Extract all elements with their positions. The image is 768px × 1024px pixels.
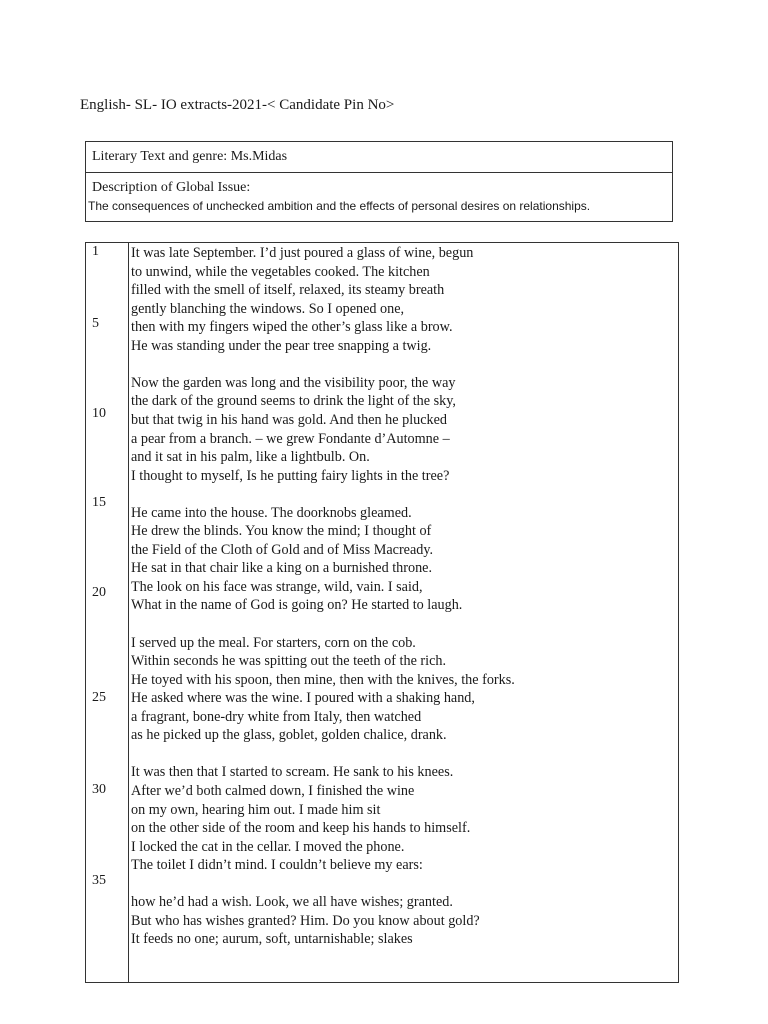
poem-line: He drew the blinds. You know the mind; I thought of: [131, 523, 432, 540]
poem-line: I locked the cat in the cellar. I moved the phone.: [131, 838, 405, 855]
poem-line: a fragrant, bone-dry white from Italy, then watched: [131, 708, 422, 725]
poem-line: how he’d had a wish. Look, we all have wishes; granted.: [131, 894, 453, 911]
poem-line: the dark of the ground seems to drink the light of the sky,: [131, 393, 456, 410]
poem-line: Now the garden was long and the visibility poor, the way: [131, 374, 456, 391]
poem-line: It feeds no one; aurum, soft, untarnishable; slakes: [131, 931, 413, 948]
global-issue-label: Description of Global Issue:: [92, 180, 251, 195]
literary-text-row: [86, 142, 672, 173]
global-issue-row: [86, 173, 672, 221]
poem-line: I thought to myself, Is he putting fairy lights in the tree?: [131, 467, 450, 484]
poem-line: then with my fingers wiped the other’s glass like a brow.: [131, 319, 453, 336]
global-issue-text: The consequences of unchecked ambition and the effects of personal desires on relationships.: [88, 199, 591, 213]
line-number: 10: [92, 406, 106, 421]
poem-line: gently blanching the windows. So I opened one,: [131, 300, 405, 317]
poem-line: but that twig in his hand was gold. And then he plucked: [131, 411, 448, 428]
poem-line: It was late September. I’d just poured a glass of wine, begun: [131, 245, 474, 261]
info-table: [85, 141, 673, 222]
poem-line: and it sat in his palm, like a lightbulb. On.: [131, 449, 370, 466]
poem-line: It was then that I started to scream. He sank to his knees.: [131, 764, 454, 781]
poem-table: [85, 242, 679, 983]
poem-line: He sat in that chair like a king on a burnished throne.: [131, 560, 433, 577]
poem-line: filled with the smell of itself, relaxed, its steamy breath: [131, 282, 445, 299]
line-number-column: [86, 243, 129, 982]
poem-line: Within seconds he was spitting out the teeth of the rich.: [131, 653, 447, 670]
poem-line: the Field of the Cloth of Gold and of Miss Macready.: [131, 541, 434, 558]
poem-line: He toyed with his spoon, then mine, then with the knives, the forks.: [131, 671, 515, 688]
poem-line: The toilet I didn’t mind. I couldn’t believe my ears:: [131, 857, 423, 874]
literary-text-label: Literary Text and genre: Ms.Midas: [92, 149, 288, 164]
poem-line: But who has wishes granted? Him. Do you know about gold?: [131, 912, 480, 929]
poem-line: I served up the meal. For starters, corn on the cob.: [131, 634, 416, 651]
poem-line: He asked where was the wine. I poured with a shaking hand,: [131, 690, 475, 707]
document-header: English- SL- IO extracts-2021-< Candidate Pin No>: [80, 97, 395, 113]
poem-line: on the other side of the room and keep his hands to himself.: [131, 820, 471, 837]
poem-line: on my own, hearing him out. I made him sit: [131, 801, 381, 818]
line-number: 1: [92, 244, 99, 259]
line-number: 35: [92, 873, 106, 888]
poem-line: He came into the house. The doorknobs gleamed.: [131, 504, 412, 521]
line-number: 20: [92, 585, 106, 600]
poem-line: He was standing under the pear tree snapping a twig.: [131, 337, 432, 354]
line-number: 15: [92, 495, 106, 510]
line-number: 5: [92, 316, 99, 331]
line-number: 30: [92, 782, 106, 797]
line-number: 25: [92, 690, 106, 705]
poem-text-column: [131, 243, 678, 982]
poem-line: to unwind, while the vegetables cooked. The kitchen: [131, 263, 430, 280]
poem-line: The look on his face was strange, wild, vain. I said,: [131, 578, 423, 595]
poem-line: After we’d both calmed down, I finished the wine: [131, 782, 415, 799]
poem-line: What in the name of God is going on? He started to laugh.: [131, 597, 463, 614]
poem-line: a pear from a branch. – we grew Fondante d’Automne –: [131, 430, 450, 447]
poem-line: as he picked up the glass, goblet, golden chalice, drank.: [131, 727, 447, 744]
